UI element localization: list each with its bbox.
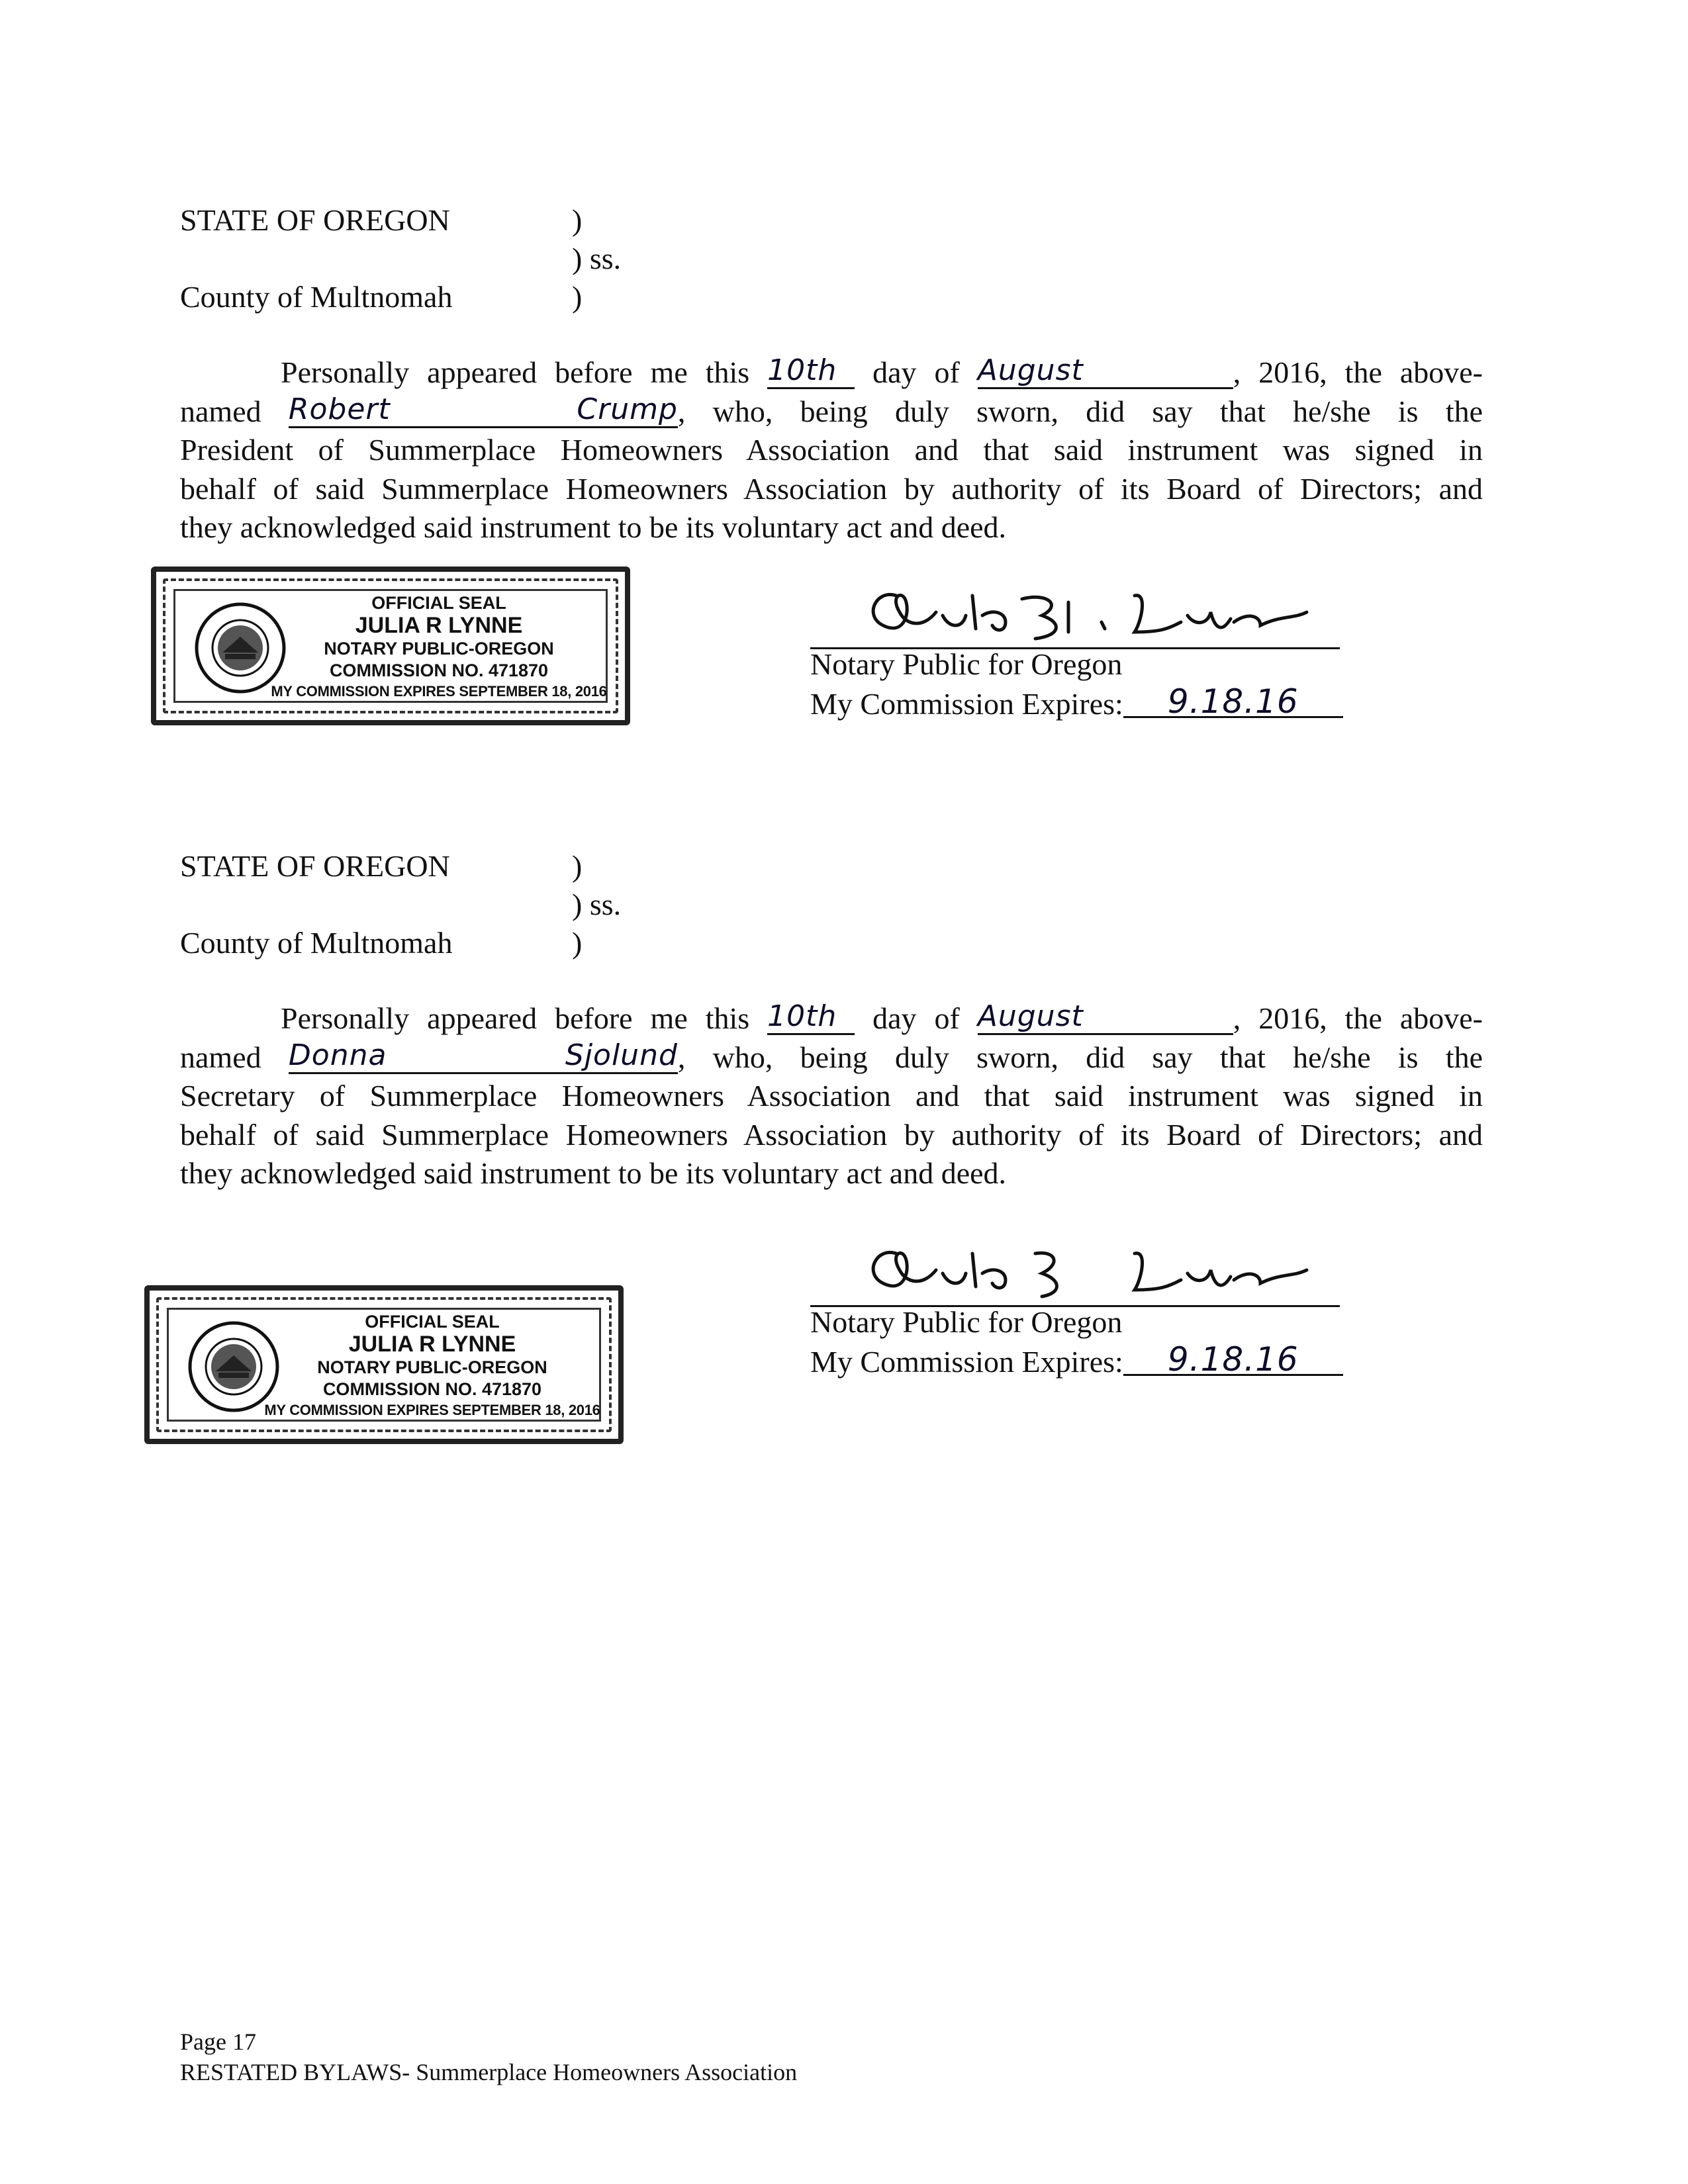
handwritten-day: 10th [767,353,837,387]
official-seal-1 [151,567,630,725]
seal-text [262,1312,602,1420]
page-number: Page 17 [180,2028,256,2055]
acknowledgment-text-2 [180,999,1483,1193]
county-label: County of Multnomah [180,926,453,960]
name-field [288,392,678,428]
seal-title: NOTARY PUBLIC-OREGON [324,639,554,659]
text: , 2016, the above- [1233,1001,1483,1035]
text: Personally appeared before me this [281,1001,750,1035]
acknowledgment-text-1 [180,353,1483,547]
text-line: they acknowledged said instrument to be its voluntary act and deed. [180,510,1007,544]
text: day of [872,355,960,389]
month-field [977,999,1233,1035]
venue-2 [180,848,1483,961]
seal-text [269,593,609,702]
text-line: behalf of said Summerplace Homeowners Association by authority of its Board of Directors; and [180,1117,1483,1152]
state-label: STATE OF OREGON [180,849,450,883]
paren: ) [572,280,583,314]
expires-label: My Commission Expires: [810,1345,1123,1379]
handwritten-name: Donna Sjolund [288,1038,678,1072]
notary-label: Notary Public for Oregon [810,1305,1123,1339]
day-field [767,999,855,1035]
text: day of [872,1001,960,1035]
ss-mark: ) ss. [572,242,622,275]
paren: ) [572,203,583,237]
seal-notary-name: JULIA R LYNNE [355,613,523,638]
commission-expires [810,1342,1343,1381]
text-line: they acknowledged said instrument to be its voluntary act and deed. [180,1156,1007,1190]
signature-icon [850,576,1313,649]
signature-icon [850,1234,1313,1306]
ss-mark: ) ss. [572,887,622,921]
text-line: President of Summerplace Homeowners Association and that said instrument was signed in [180,433,1483,467]
seal-expires: MY COMMISSION EXPIRES SEPTEMBER 18, 2016 [264,1402,600,1418]
seal-official: OFFICIAL SEAL [365,1312,500,1332]
expires-field [1123,1340,1343,1379]
handwritten-month: August [977,353,1084,387]
handwritten-expiry: 9.18.16 [1167,682,1299,721]
page-footer [180,2026,797,2087]
acknowledgment-1 [180,203,1483,544]
text: , who, being duly sworn, did say that he/she is the [677,1040,1483,1074]
expires-label: My Commission Expires: [810,687,1123,721]
handwritten-month: August [977,999,1084,1033]
handwritten-day: 10th [767,999,837,1033]
name-field [288,1038,678,1074]
commission-expires [810,684,1343,723]
signature-line [810,1232,1340,1307]
document-title: RESTATED BYLAWS- Summerplace Homeowners Association [180,2059,798,2085]
signature-line [810,574,1340,649]
text: Personally appeared before me this [281,355,750,389]
acknowledgment-2 [180,848,1483,1190]
expires-field [1123,682,1343,721]
official-seal-2 [144,1285,624,1444]
venue-1 [180,203,1483,315]
notary-label: Notary Public for Oregon [810,647,1123,681]
seal-commission: COMMISSION NO. 471870 [329,660,549,680]
state-label: STATE OF OREGON [180,203,450,237]
text: named [180,1040,261,1074]
county-label: County of Multnomah [180,280,453,314]
text: named [180,394,261,428]
paren: ) [572,849,583,883]
text: , who, being duly sworn, did say that he/she is the [677,394,1483,428]
seal-official: OFFICIAL SEAL [371,593,506,613]
paren: ) [572,926,583,960]
handwritten-expiry: 9.18.16 [1167,1340,1299,1379]
handwritten-name: Robert Crump [288,392,678,426]
seal-expires: MY COMMISSION EXPIRES SEPTEMBER 18, 2016 [271,683,607,700]
day-field [767,353,855,389]
seal-title: NOTARY PUBLIC-OREGON [317,1357,547,1377]
text-line: Secretary of Summerplace Homeowners Association and that said instrument was signed in [180,1079,1483,1113]
text: , 2016, the above- [1233,355,1483,389]
text-line: behalf of said Summerplace Homeowners Association by authority of its Board of Directors; and [180,471,1483,506]
month-field [977,353,1233,389]
seal-notary-name: JULIA R LYNNE [348,1332,516,1357]
seal-commission: COMMISSION NO. 471870 [322,1379,542,1399]
